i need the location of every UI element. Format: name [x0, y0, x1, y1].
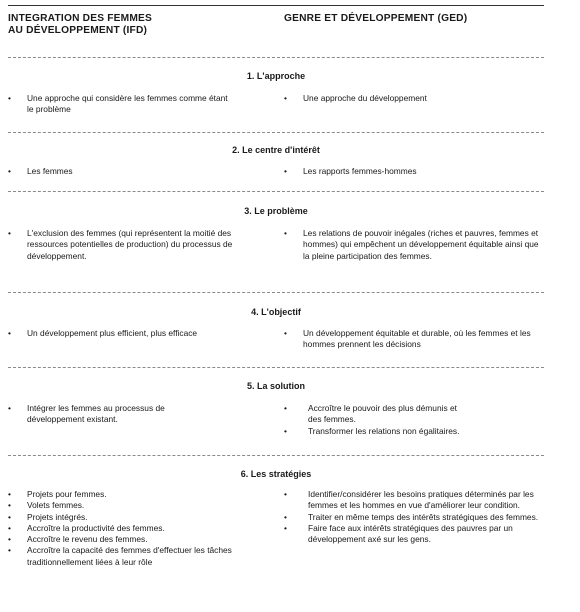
list-item: • L'exclusion des femmes (qui représentent la moitié des ressources potentielles de production) du processus de développement. [8, 228, 266, 262]
ged-list-solution [284, 403, 546, 437]
list-item: • Une approche qui considère les femmes comme étant le problème [8, 93, 266, 116]
list-item: • Projets pour femmes. [8, 489, 266, 500]
ifd-list-strategies [8, 489, 266, 568]
list-item: • Accroître la productivité des femmes. [8, 523, 266, 534]
list-item: • Un développement équitable et durable, où les femmes et les hommes prennent les décisions [284, 328, 546, 351]
section-title-solution: 5. La solution [246, 381, 305, 391]
ifd-list-objectif [8, 328, 266, 339]
ged-list-strategies [284, 489, 546, 545]
list-item: • Accroître le pouvoir des plus démunis et des femmes. [284, 403, 546, 426]
list-item: • Projets intégrés. [8, 512, 266, 523]
list-item: • Un développement plus efficient, plus efficace [8, 328, 266, 339]
section-title-approche: 1. L'approche [246, 71, 306, 81]
section-divider [8, 292, 544, 293]
ifd-heading-line2: AU DÉVELOPPEMENT (IFD) [8, 25, 148, 36]
section-title-probleme: 3. Le problème [244, 206, 308, 216]
table-header [8, 13, 548, 43]
ged-list-approche [284, 93, 546, 104]
section-divider [8, 455, 544, 456]
list-item: • Une approche du développement [284, 93, 546, 104]
ifd-list-centre-interet [8, 166, 266, 177]
section-divider [8, 57, 544, 58]
section-title-objectif: 4. L'objectif [251, 307, 301, 317]
section-title-strategies: 6. Les stratégies [240, 469, 312, 479]
list-item: • Les rapports femmes-hommes [284, 166, 546, 177]
ifd-list-solution [8, 403, 266, 426]
section-title-centre-interet: 2. Le centre d'intérêt [232, 145, 320, 155]
list-item: • Accroître le revenu des femmes. [8, 534, 266, 545]
list-item: • Les femmes [8, 166, 266, 177]
ged-column-heading: GENRE ET DÉVELOPPEMENT (GED) [284, 13, 468, 24]
ifd-list-probleme [8, 228, 266, 262]
ged-list-probleme [284, 228, 546, 262]
ged-list-objectif [284, 328, 546, 351]
list-item: • Volets femmes. [8, 500, 266, 511]
list-item: • Transformer les relations non égalitaires. [284, 426, 546, 437]
ged-list-centre-interet [284, 166, 546, 177]
ifd-column-heading [8, 13, 278, 37]
list-item: • Traiter en même temps des intérêts stratégiques des femmes. [284, 512, 546, 523]
list-item: • Identifier/considérer les besoins pratiques déterminés par les femmes et les hommes en vue d'améliorer leur condition. [284, 489, 546, 512]
list-item: • Accroître la capacité des femmes d'effectuer les tâches traditionnellement liées à leur rôle [8, 545, 266, 568]
section-divider [8, 367, 544, 368]
top-rule [8, 5, 544, 6]
list-item: • Intégrer les femmes au processus de développement existant. [8, 403, 266, 426]
ifd-list-approche [8, 93, 266, 116]
ifd-heading-line1: INTEGRATION DES FEMMES [8, 13, 153, 24]
section-divider [8, 191, 544, 192]
list-item: • Faire face aux intérêts stratégiques des pauvres par un développement axé sur les gens. [284, 523, 546, 546]
section-divider [8, 132, 544, 133]
list-item: • Les relations de pouvoir inégales (riches et pauvres, femmes et hommes) qui empêchent un développement équitable ainsi que la pleine participation des femmes. [284, 228, 546, 262]
